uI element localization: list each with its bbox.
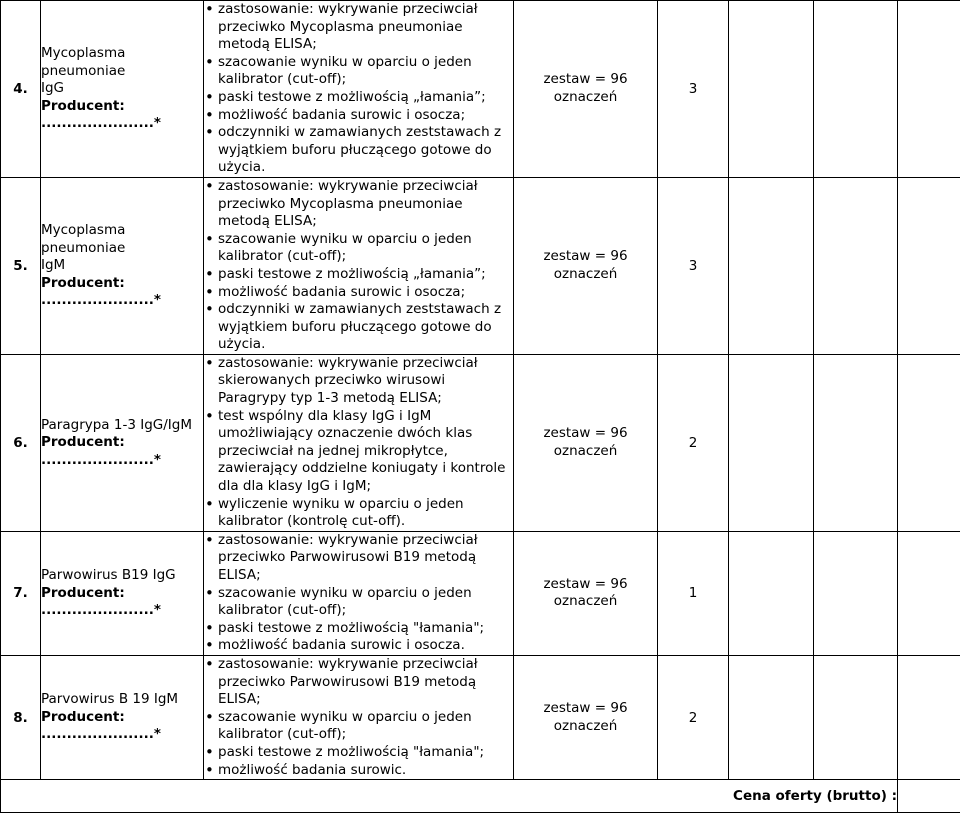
requirement-item: • paski testowe z możliwością "łamania"; bbox=[204, 620, 513, 638]
extra-cell[interactable] bbox=[898, 655, 960, 779]
quantity-value: 2 bbox=[658, 354, 729, 531]
table-row bbox=[1, 354, 960, 531]
total-row bbox=[1, 780, 960, 813]
requirement-item: • zastosowanie: wykrywanie przeciwciał przeciwko Parwowirusowi B19 metodą ELISA; bbox=[204, 532, 513, 585]
requirements-cell bbox=[204, 655, 514, 779]
package-cell bbox=[514, 354, 658, 531]
requirement-item: • odczynniki w zamawianych zeststawach z wyjątkiem buforu płuczącego gotowe do użycia. bbox=[204, 301, 513, 354]
package-size: zestaw = 96 bbox=[514, 576, 657, 594]
requirements-list bbox=[204, 355, 513, 531]
product-name: Mycoplasma pneumoniae bbox=[41, 222, 203, 257]
package-size: zestaw = 96 bbox=[514, 248, 657, 266]
product-name: IgM bbox=[41, 257, 203, 275]
value-cell[interactable] bbox=[814, 531, 898, 655]
extra-cell[interactable] bbox=[898, 1, 960, 178]
unit-price-cell[interactable] bbox=[729, 177, 814, 354]
row-number: 8. bbox=[1, 655, 41, 779]
package-cell bbox=[514, 531, 658, 655]
extra-cell[interactable] bbox=[898, 354, 960, 531]
requirement-item: • szacowanie wyniku w oparciu o jeden kalibrator (cut-off); bbox=[204, 231, 513, 266]
table-row bbox=[1, 1, 960, 178]
row-number: 6. bbox=[1, 354, 41, 531]
requirement-item: • możliwość badania surowic i osocza; bbox=[204, 107, 513, 125]
table-row bbox=[1, 655, 960, 779]
requirement-item: • możliwość badania surowic i osocza. bbox=[204, 637, 513, 655]
requirement-item: • odczynniki w zamawianych zeststawach z wyjątkiem buforu płuczącego gotowe do użycia. bbox=[204, 124, 513, 177]
product-name-cell bbox=[41, 1, 204, 178]
producer-field[interactable]: ......................* bbox=[41, 292, 203, 310]
requirement-item: • paski testowe z możliwością „łamania”; bbox=[204, 89, 513, 107]
requirements-cell bbox=[204, 531, 514, 655]
requirement-item: • zastosowanie: wykrywanie przeciwciał skierowanych przeciwko wirusowi Paragrypy typ 1-3 metodą ELISA; bbox=[204, 355, 513, 408]
requirement-item: • szacowanie wyniku w oparciu o jeden kalibrator (cut-off); bbox=[204, 54, 513, 89]
producer-label: Producent: bbox=[41, 434, 203, 452]
requirement-item: • szacowanie wyniku w oparciu o jeden kalibrator (cut-off); bbox=[204, 709, 513, 744]
producer-label: Producent: bbox=[41, 709, 203, 727]
product-name-cell bbox=[41, 655, 204, 779]
extra-cell[interactable] bbox=[898, 177, 960, 354]
requirement-item: • wyliczenie wyniku w oparciu o jeden kalibrator (kontrolę cut-off). bbox=[204, 496, 513, 531]
requirements-list bbox=[204, 532, 513, 655]
quantity-value: 1 bbox=[658, 531, 729, 655]
requirement-item: • zastosowanie: wykrywanie przeciwciał przeciwko Mycoplasma pneumoniae metodą ELISA; bbox=[204, 178, 513, 231]
value-cell[interactable] bbox=[814, 354, 898, 531]
table-row bbox=[1, 177, 960, 354]
product-name-cell bbox=[41, 354, 204, 531]
producer-label: Producent: bbox=[41, 98, 203, 116]
unit-price-cell[interactable] bbox=[729, 655, 814, 779]
row-number: 4. bbox=[1, 1, 41, 178]
producer-label: Producent: bbox=[41, 585, 203, 603]
quantity-value: 2 bbox=[658, 655, 729, 779]
requirement-item: • szacowanie wyniku w oparciu o jeden kalibrator (cut-off); bbox=[204, 585, 513, 620]
requirement-item: • możliwość badania surowic. bbox=[204, 762, 513, 780]
unit-price-cell[interactable] bbox=[729, 354, 814, 531]
requirement-item: • zastosowanie: wykrywanie przeciwciał przeciwko Mycoplasma pneumoniae metodą ELISA; bbox=[204, 1, 513, 54]
product-name-cell bbox=[41, 177, 204, 354]
package-size: zestaw = 96 bbox=[514, 700, 657, 718]
requirement-item: • zastosowanie: wykrywanie przeciwciał przeciwko Parwowirusowi B19 metodą ELISA; bbox=[204, 656, 513, 709]
value-cell[interactable] bbox=[814, 1, 898, 178]
package-size: zestaw = 96 bbox=[514, 71, 657, 89]
package-unit: oznaczeń bbox=[514, 718, 657, 736]
requirement-item: • paski testowe z możliwością „łamania”; bbox=[204, 266, 513, 284]
requirements-list bbox=[204, 178, 513, 354]
row-number: 5. bbox=[1, 177, 41, 354]
requirement-item: • test wspólny dla klasy IgG i IgM umożliwiający oznaczenie dwóch klas przeciwciał na jednej mikropłytce, zawierający oddzielne koniugaty i kontrole dla dla klasy IgG i IgM; bbox=[204, 408, 513, 496]
product-name: Mycoplasma pneumoniae bbox=[41, 45, 203, 80]
requirements-cell bbox=[204, 354, 514, 531]
package-unit: oznaczeń bbox=[514, 266, 657, 284]
product-name-cell bbox=[41, 531, 204, 655]
requirement-item: • możliwość badania surowic i osocza; bbox=[204, 284, 513, 302]
package-cell bbox=[514, 1, 658, 178]
offer-rows bbox=[1, 1, 960, 813]
package-unit: oznaczeń bbox=[514, 89, 657, 107]
producer-field[interactable]: ......................* bbox=[41, 602, 203, 620]
package-cell bbox=[514, 655, 658, 779]
package-cell bbox=[514, 177, 658, 354]
producer-label: Producent: bbox=[41, 275, 203, 293]
extra-cell[interactable] bbox=[898, 531, 960, 655]
table-row bbox=[1, 531, 960, 655]
package-size: zestaw = 96 bbox=[514, 425, 657, 443]
row-number: 7. bbox=[1, 531, 41, 655]
quantity-value: 3 bbox=[658, 1, 729, 178]
value-cell[interactable] bbox=[814, 177, 898, 354]
requirement-item: • paski testowe z możliwością "łamania"; bbox=[204, 744, 513, 762]
product-name: Paragrypa 1-3 IgG/IgM bbox=[41, 417, 203, 435]
total-price-field[interactable] bbox=[898, 780, 960, 813]
producer-field[interactable]: ......................* bbox=[41, 726, 203, 744]
value-cell[interactable] bbox=[814, 655, 898, 779]
requirements-list bbox=[204, 1, 513, 177]
unit-price-cell[interactable] bbox=[729, 1, 814, 178]
unit-price-cell[interactable] bbox=[729, 531, 814, 655]
product-name: IgG bbox=[41, 80, 203, 98]
product-name: Parvowirus B 19 IgM bbox=[41, 691, 203, 709]
product-name: Parwowirus B19 IgG bbox=[41, 567, 203, 585]
package-unit: oznaczeń bbox=[514, 593, 657, 611]
requirements-cell bbox=[204, 1, 514, 178]
producer-field[interactable]: ......................* bbox=[41, 115, 203, 133]
requirements-cell bbox=[204, 177, 514, 354]
producer-field[interactable]: ......................* bbox=[41, 452, 203, 470]
quantity-value: 3 bbox=[658, 177, 729, 354]
package-unit: oznaczeń bbox=[514, 443, 657, 461]
total-price-label: Cena oferty (brutto) : bbox=[1, 780, 898, 813]
